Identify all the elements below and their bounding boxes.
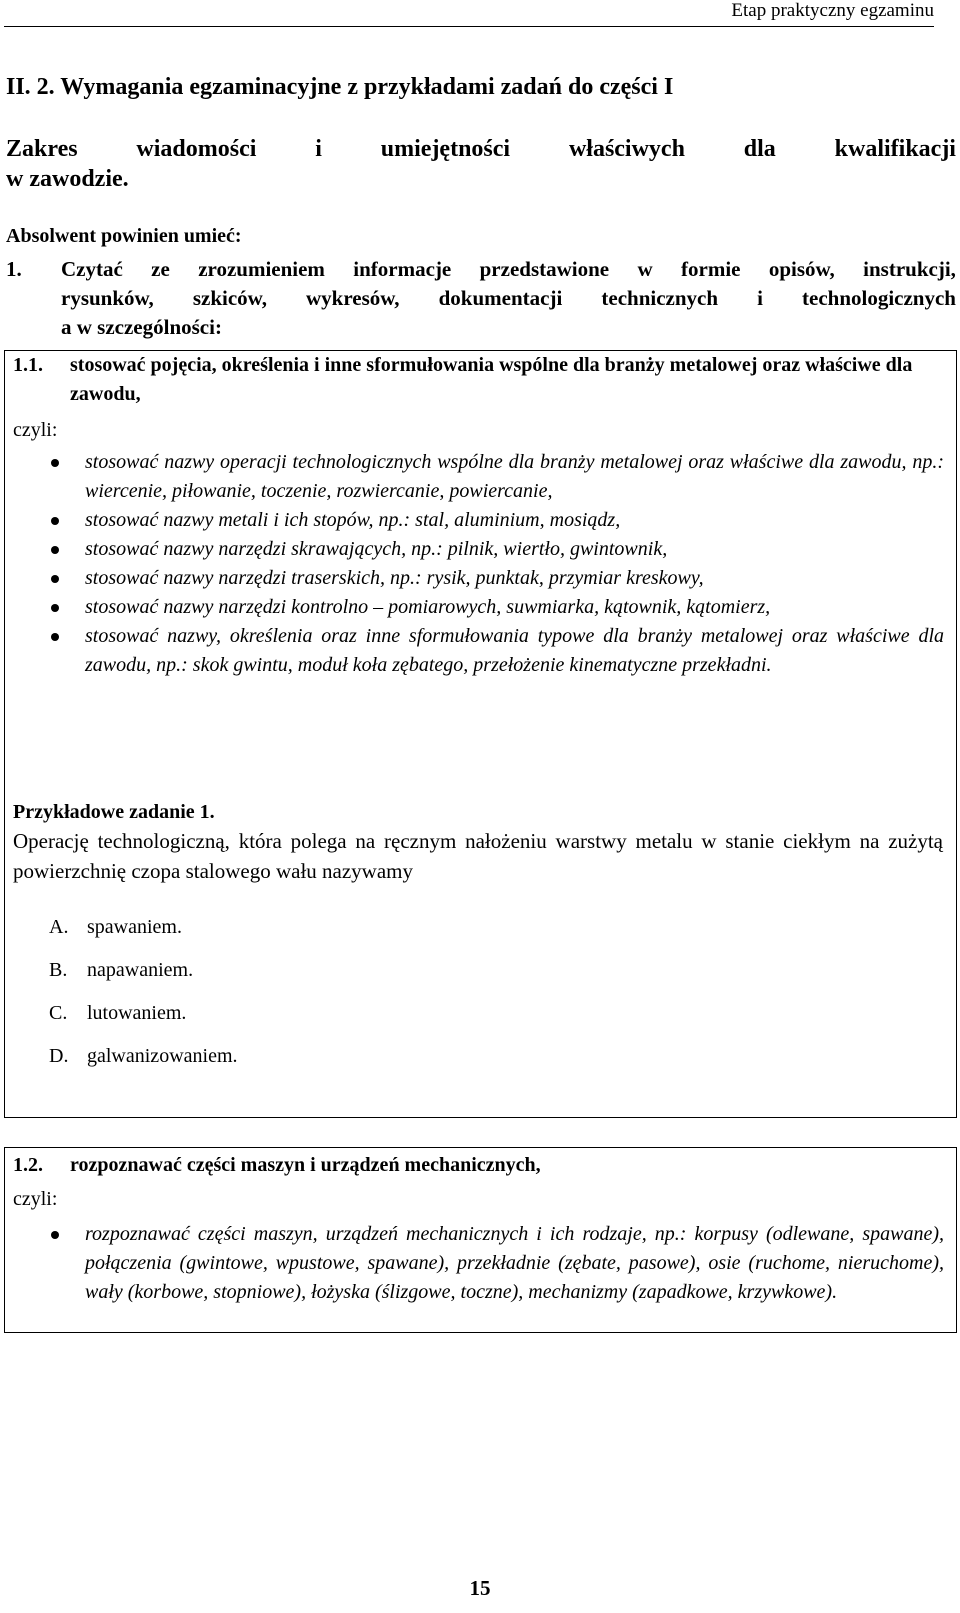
answer-text: napawaniem.: [87, 959, 194, 981]
list-item-text: stosować nazwy metali i ich stopów, np.: stal, aluminium, mosiądz,: [85, 509, 621, 531]
item-word: szkiców,: [192, 286, 267, 310]
czyli-label: czyli:: [13, 1188, 58, 1210]
bullet-icon: [51, 633, 59, 641]
list-item: [5, 1220, 958, 1307]
item-word: wykresów,: [306, 286, 400, 310]
answer-option: [49, 992, 238, 1035]
list-item: [5, 448, 958, 506]
scope-line-2: w zawodzie.: [6, 166, 129, 192]
item-word: instrukcji,: [863, 257, 956, 281]
scope-word: kwalifikacji: [834, 136, 956, 162]
answer-letter: B.: [49, 959, 68, 981]
item-line-3: a w szczególności:: [61, 315, 222, 339]
list-item-text: stosować nazwy narzędzi kontrolno – pomiarowych, suwmiarka, kątownik, kątomierz,: [85, 596, 771, 618]
item-word: technologicznych: [802, 286, 956, 310]
page-number: 15: [469, 1576, 491, 1600]
answer-letter: D.: [49, 1045, 69, 1067]
answer-text: lutowaniem.: [87, 1002, 187, 1024]
section-title: II. 2. Wymagania egzaminacyjne z przykładami zadań do części I: [6, 74, 674, 100]
list-item: [5, 506, 958, 535]
bullet-icon: [51, 604, 59, 612]
answer-text: spawaniem.: [87, 916, 182, 938]
list-item: [5, 564, 958, 593]
requirement-box-1-2: [4, 1147, 957, 1333]
answer-text: galwanizowaniem.: [87, 1045, 238, 1067]
item-word: i: [757, 286, 763, 310]
answer-options: [49, 906, 238, 1078]
scope-word: wiadomości: [136, 136, 257, 162]
subsection-number: 1.2.: [13, 1154, 43, 1176]
list-item: [5, 622, 958, 680]
bullet-icon: [51, 546, 59, 554]
answer-option: [49, 949, 238, 992]
absolvent-label: Absolwent powinien umieć:: [6, 225, 242, 247]
item-word: zrozumieniem: [198, 257, 325, 281]
item-number: 1.: [6, 257, 22, 281]
item-word: opisów,: [768, 257, 835, 281]
item-word: przedstawione: [479, 257, 610, 281]
list-item: [5, 535, 958, 564]
list-item-text: rozpoznawać części maszyn, urządzeń mechanicznych i ich rodzaje, np.: korpusy (odlewane, spawane), połączenia (gwintowe, wpustowe, spawane), przekładnie (zębate, pasowe), osie (ruchome, nieruchome), wały (korbowe, stopniowe), łożyska (ślizgowe, toczne), mechanizmy (zapadkowe, krzywkowe).: [85, 1223, 944, 1303]
item-word: informacje: [353, 257, 452, 281]
subsection-text: rozpoznawać części maszyn i urządzeń mechanicznych,: [70, 1154, 541, 1176]
answer-letter: C.: [49, 1002, 68, 1024]
bullet-list: [5, 448, 958, 680]
answer-letter: A.: [49, 916, 69, 938]
answer-option: [49, 1035, 238, 1078]
subsection-number: 1.1.: [13, 354, 43, 376]
running-header: Etap praktyczny egzaminu: [4, 0, 934, 27]
example-question: Operację technologiczną, która polega na ręcznym nałożeniu warstwy metalu w stanie ciekłym na zużytą powierzchnię czopa stalowego wału nazywamy: [13, 829, 943, 883]
list-item-text: stosować nazwy operacji technologicznych wspólne dla branży metalowej oraz właściwe dla zawodu, np.: wiercenie, piłowanie, toczenie, rozwiercanie, powiercanie,: [85, 451, 944, 502]
subsection-heading: [13, 1151, 948, 1180]
scope-line-1: [6, 134, 956, 164]
item-line-2: [61, 284, 956, 313]
scope-word: Zakres: [6, 136, 78, 162]
scope-heading: [6, 134, 956, 194]
item-word: dokumentacji: [438, 286, 563, 310]
list-item: [5, 593, 958, 622]
subsection-text: stosować pojęcia, określenia i inne sformułowania wspólne dla branży metalowej oraz właściwe dla zawodu,: [70, 354, 913, 405]
scope-word: umiejętności: [380, 136, 511, 162]
requirement-box-1-1: [4, 350, 957, 1118]
list-item-text: stosować nazwy narzędzi skrawających, np.: pilnik, wiertło, gwintownik,: [85, 538, 668, 560]
requirement-item-1: [6, 255, 956, 342]
list-item-text: stosować nazwy, określenia oraz inne sformułowania typowe dla branży metalowej oraz właściwe dla zawodu, np.: skok gwintu, moduł koła zębatego, przełożenie kinematyczne przekładni.: [85, 625, 944, 676]
scope-word: dla: [743, 136, 776, 162]
item-line-1: [61, 255, 956, 284]
item-word: w: [637, 257, 653, 281]
scope-word: i: [315, 136, 322, 162]
example-title: Przykładowe zadanie 1.: [13, 801, 215, 823]
item-word: technicznych: [601, 286, 719, 310]
list-item-text: stosować nazwy narzędzi traserskich, np.: rysik, punktak, przymiar kreskowy,: [85, 567, 704, 589]
bullet-icon: [51, 459, 59, 467]
subsection-heading: [13, 351, 948, 409]
item-word: formie: [681, 257, 741, 281]
bullet-icon: [51, 575, 59, 583]
bullet-icon: [51, 1231, 59, 1239]
answer-option: [49, 906, 238, 949]
item-word: rysunków,: [61, 286, 154, 310]
czyli-label: czyli:: [13, 419, 58, 441]
bullet-icon: [51, 517, 59, 525]
bullet-list: [5, 1220, 958, 1307]
item-word: Czytać: [61, 257, 123, 281]
item-word: ze: [151, 257, 170, 281]
scope-word: właściwych: [568, 136, 685, 162]
